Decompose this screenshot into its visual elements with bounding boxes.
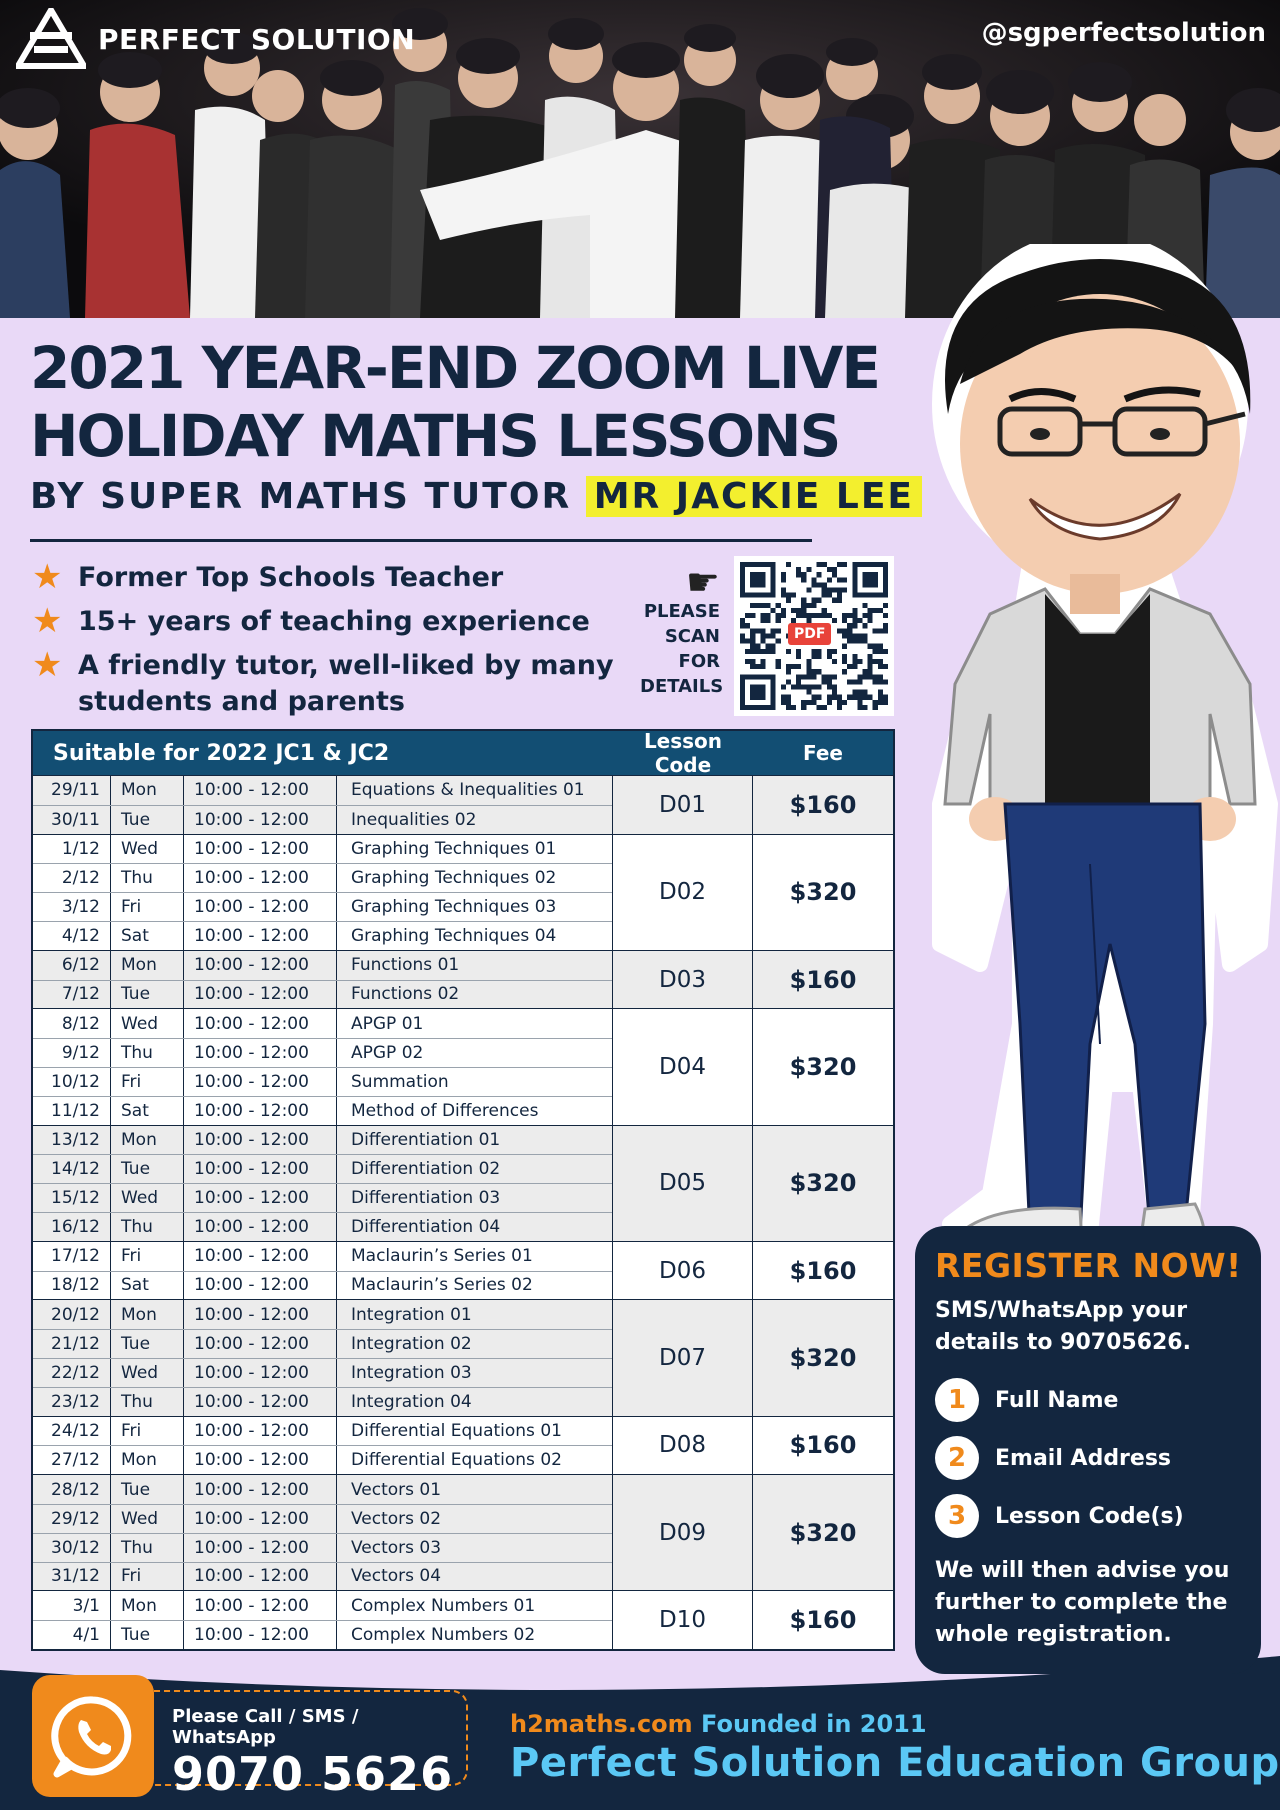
whatsapp-icon bbox=[51, 1694, 135, 1778]
lesson-day: Tue bbox=[111, 1621, 184, 1649]
lesson-day: Mon bbox=[111, 951, 184, 980]
star-icon: ★ bbox=[32, 645, 63, 685]
lesson-day: Tue bbox=[111, 1330, 184, 1358]
lesson-date: 3/12 bbox=[33, 893, 111, 921]
lesson-time: 10:00 - 12:00 bbox=[184, 1068, 337, 1096]
lesson-day: Sat bbox=[111, 922, 184, 950]
register-title: REGISTER NOW! bbox=[935, 1246, 1242, 1285]
star-icon: ★ bbox=[32, 557, 63, 597]
lesson-day: Thu bbox=[111, 1388, 184, 1416]
lesson-topic: Functions 01 bbox=[351, 955, 460, 976]
lesson-time: 10:00 - 12:00 bbox=[184, 1097, 337, 1125]
lesson-topic: Integration 04 bbox=[351, 1391, 472, 1412]
table-row bbox=[33, 1417, 612, 1446]
feature-item bbox=[32, 601, 632, 641]
lesson-day: Tue bbox=[111, 1155, 184, 1183]
qr-code[interactable] bbox=[734, 556, 894, 716]
lesson-day: Fri bbox=[111, 1242, 184, 1271]
table-row bbox=[33, 980, 612, 1009]
tutor-caricature bbox=[910, 244, 1280, 1234]
table-row bbox=[33, 1009, 612, 1038]
subtitle bbox=[30, 476, 915, 517]
table-row bbox=[33, 1300, 612, 1329]
scan-line: FOR bbox=[678, 651, 720, 672]
lesson-rows bbox=[33, 1009, 613, 1124]
lesson-time: 10:00 - 12:00 bbox=[184, 776, 337, 805]
lesson-group bbox=[33, 834, 893, 950]
lesson-day: Fri bbox=[111, 1417, 184, 1446]
lesson-fee: $160 bbox=[789, 1606, 857, 1635]
lesson-date: 4/1 bbox=[33, 1621, 111, 1649]
lesson-fee: $160 bbox=[789, 965, 857, 994]
phone-number: 9070 5626 bbox=[172, 1747, 454, 1801]
table-row bbox=[33, 1620, 612, 1649]
lesson-topic: Method of Differences bbox=[351, 1100, 539, 1121]
feature-text: Former Top Schools Teacher bbox=[78, 562, 504, 593]
lesson-fee: $320 bbox=[789, 1518, 857, 1547]
lesson-day: Wed bbox=[111, 1505, 184, 1533]
lesson-time: 10:00 - 12:00 bbox=[184, 1330, 337, 1358]
lesson-date: 20/12 bbox=[33, 1300, 111, 1329]
header-lesson-code: Lesson Code bbox=[643, 729, 723, 777]
lesson-date: 14/12 bbox=[33, 1155, 111, 1183]
table-row bbox=[33, 1154, 612, 1183]
lesson-topic: Maclaurin’s Series 02 bbox=[351, 1275, 533, 1296]
lesson-topic: Graphing Techniques 04 bbox=[351, 925, 557, 946]
lesson-time: 10:00 - 12:00 bbox=[184, 1591, 337, 1620]
step-number: 2 bbox=[935, 1436, 979, 1480]
lesson-rows bbox=[33, 1417, 613, 1475]
lesson-topic: Graphing Techniques 03 bbox=[351, 897, 557, 918]
lesson-code: D07 bbox=[613, 1300, 753, 1415]
lesson-time: 10:00 - 12:00 bbox=[184, 1009, 337, 1038]
lesson-time: 10:00 - 12:00 bbox=[184, 951, 337, 980]
lesson-time: 10:00 - 12:00 bbox=[184, 1621, 337, 1649]
lesson-group bbox=[33, 1299, 893, 1415]
register-intro: SMS/WhatsApp your details to 90705626. bbox=[935, 1298, 1191, 1355]
lesson-topic: Integration 03 bbox=[351, 1362, 472, 1383]
lesson-topic: Differentiation 04 bbox=[351, 1216, 501, 1237]
table-row bbox=[33, 1271, 612, 1300]
step-number: 3 bbox=[935, 1494, 979, 1538]
lesson-day: Thu bbox=[111, 1213, 184, 1241]
lesson-group bbox=[33, 950, 893, 1009]
company-name: Perfect Solution Education Group bbox=[510, 1740, 1280, 1786]
lesson-topic: Summation bbox=[351, 1071, 449, 1092]
schedule-table bbox=[31, 729, 895, 1651]
lesson-code: D01 bbox=[613, 776, 753, 834]
lesson-day: Tue bbox=[111, 1475, 184, 1504]
lesson-fee: $160 bbox=[789, 1256, 857, 1285]
lesson-fee: $160 bbox=[789, 790, 857, 819]
table-row bbox=[33, 805, 612, 834]
call-label: Please Call / SMS / WhatsApp bbox=[172, 1706, 359, 1748]
title-line-2: HOLIDAY MATHS LESSONS bbox=[30, 402, 840, 470]
lesson-topic: Graphing Techniques 01 bbox=[351, 838, 557, 859]
feature-list bbox=[32, 557, 632, 728]
lesson-time: 10:00 - 12:00 bbox=[184, 1300, 337, 1329]
lesson-day: Mon bbox=[111, 776, 184, 805]
whatsapp-button[interactable] bbox=[32, 1675, 154, 1797]
lesson-date: 8/12 bbox=[33, 1009, 111, 1038]
lesson-time: 10:00 - 12:00 bbox=[184, 1242, 337, 1271]
lesson-date: 24/12 bbox=[33, 1417, 111, 1446]
lesson-time: 10:00 - 12:00 bbox=[184, 806, 337, 834]
lesson-code: D03 bbox=[613, 951, 753, 1009]
lesson-time: 10:00 - 12:00 bbox=[184, 1388, 337, 1416]
lesson-fee: $320 bbox=[789, 1169, 857, 1198]
website-link[interactable]: h2maths.com bbox=[510, 1710, 693, 1738]
lesson-group bbox=[33, 1241, 893, 1300]
lesson-time: 10:00 - 12:00 bbox=[184, 1505, 337, 1533]
table-row bbox=[33, 1242, 612, 1271]
lesson-fee: $320 bbox=[789, 878, 857, 907]
brand bbox=[16, 8, 415, 70]
lesson-time: 10:00 - 12:00 bbox=[184, 1213, 337, 1241]
lesson-time: 10:00 - 12:00 bbox=[184, 981, 337, 1009]
table-row bbox=[33, 776, 612, 805]
lesson-day: Wed bbox=[111, 1359, 184, 1387]
table-row bbox=[33, 1067, 612, 1096]
lesson-date: 15/12 bbox=[33, 1184, 111, 1212]
lesson-date: 30/12 bbox=[33, 1534, 111, 1562]
lesson-day: Mon bbox=[111, 1126, 184, 1155]
lesson-code: D05 bbox=[613, 1126, 753, 1241]
step-label: Lesson Code(s) bbox=[995, 1503, 1184, 1529]
register-step bbox=[935, 1429, 1241, 1487]
founded-text: Founded in 2011 bbox=[701, 1710, 927, 1738]
lesson-day: Wed bbox=[111, 835, 184, 864]
lesson-topic: APGP 01 bbox=[351, 1013, 424, 1034]
pointing-hand-icon: ☛ bbox=[685, 560, 720, 604]
lesson-topic: Differential Equations 01 bbox=[351, 1420, 562, 1441]
social-handle: @sgperfectsolution bbox=[981, 18, 1266, 48]
table-row bbox=[33, 863, 612, 892]
lesson-time: 10:00 - 12:00 bbox=[184, 1563, 337, 1591]
lesson-date: 22/12 bbox=[33, 1359, 111, 1387]
register-step bbox=[935, 1371, 1241, 1429]
logo-icon bbox=[16, 8, 86, 70]
scan-line: SCAN bbox=[664, 626, 720, 647]
scan-line: DETAILS bbox=[640, 676, 724, 697]
lesson-topic: Complex Numbers 01 bbox=[351, 1595, 536, 1616]
subtitle-prefix: BY SUPER MATHS TUTOR bbox=[30, 476, 572, 517]
lesson-day: Tue bbox=[111, 981, 184, 1009]
lesson-time: 10:00 - 12:00 bbox=[184, 1446, 337, 1474]
lesson-day: Wed bbox=[111, 1009, 184, 1038]
feature-text: A friendly tutor, well-liked by many students and parents bbox=[78, 650, 614, 717]
lesson-time: 10:00 - 12:00 bbox=[184, 1039, 337, 1067]
table-row bbox=[33, 1533, 612, 1562]
lesson-date: 21/12 bbox=[33, 1330, 111, 1358]
lesson-code: D08 bbox=[613, 1417, 753, 1475]
table-row bbox=[33, 951, 612, 980]
lesson-rows bbox=[33, 1475, 613, 1590]
lesson-topic: Integration 01 bbox=[351, 1304, 472, 1325]
lesson-rows bbox=[33, 1242, 613, 1300]
lesson-rows bbox=[33, 1126, 613, 1241]
table-row bbox=[33, 1183, 612, 1212]
lesson-day: Thu bbox=[111, 864, 184, 892]
table-row bbox=[33, 1212, 612, 1241]
footer-company bbox=[510, 1710, 1280, 1788]
lesson-day: Thu bbox=[111, 1534, 184, 1562]
call-box[interactable] bbox=[154, 1690, 468, 1801]
pdf-tag: PDF bbox=[788, 623, 831, 645]
lesson-group bbox=[33, 775, 893, 834]
lesson-day: Tue bbox=[111, 806, 184, 834]
lesson-time: 10:00 - 12:00 bbox=[184, 1155, 337, 1183]
table-row bbox=[33, 1126, 612, 1155]
lesson-code: D09 bbox=[613, 1475, 753, 1590]
table-row bbox=[33, 1038, 612, 1067]
register-panel bbox=[915, 1226, 1261, 1674]
step-label: Email Address bbox=[995, 1445, 1172, 1471]
lesson-topic: Differentiation 01 bbox=[351, 1129, 501, 1150]
table-row bbox=[33, 1475, 612, 1504]
table-row bbox=[33, 835, 612, 864]
lesson-rows bbox=[33, 835, 613, 950]
star-icon: ★ bbox=[32, 601, 63, 641]
brand-name: PERFECT SOLUTION bbox=[98, 22, 416, 56]
lesson-date: 4/12 bbox=[33, 922, 111, 950]
title-divider bbox=[30, 539, 812, 542]
lesson-fee: $320 bbox=[789, 1343, 857, 1372]
lesson-topic: Graphing Techniques 02 bbox=[351, 868, 557, 889]
lesson-date: 31/12 bbox=[33, 1563, 111, 1591]
lesson-time: 10:00 - 12:00 bbox=[184, 922, 337, 950]
table-row bbox=[33, 1387, 612, 1416]
lesson-day: Fri bbox=[111, 1068, 184, 1096]
lesson-date: 16/12 bbox=[33, 1213, 111, 1241]
lesson-time: 10:00 - 12:00 bbox=[184, 1359, 337, 1387]
table-row bbox=[33, 1329, 612, 1358]
lesson-day: Mon bbox=[111, 1446, 184, 1474]
lesson-rows bbox=[33, 1300, 613, 1415]
lesson-code: D02 bbox=[613, 835, 753, 950]
table-row bbox=[33, 892, 612, 921]
lesson-topic: Differentiation 03 bbox=[351, 1188, 501, 1209]
table-header bbox=[33, 731, 893, 775]
lesson-time: 10:00 - 12:00 bbox=[184, 1534, 337, 1562]
lesson-group bbox=[33, 1416, 893, 1475]
lesson-day: Sat bbox=[111, 1097, 184, 1125]
lesson-topic: APGP 02 bbox=[351, 1043, 424, 1064]
lesson-time: 10:00 - 12:00 bbox=[184, 1475, 337, 1504]
feature-text: 15+ years of teaching experience bbox=[78, 606, 590, 637]
lesson-time: 10:00 - 12:00 bbox=[184, 835, 337, 864]
title-line-1: 2021 YEAR-END ZOOM LIVE bbox=[30, 334, 879, 402]
register-step bbox=[935, 1487, 1241, 1545]
lesson-date: 27/12 bbox=[33, 1446, 111, 1474]
table-row bbox=[33, 1096, 612, 1125]
register-outro: We will then advise you further to complete the whole registration. bbox=[935, 1558, 1230, 1647]
lesson-time: 10:00 - 12:00 bbox=[184, 1417, 337, 1446]
lesson-date: 1/12 bbox=[33, 835, 111, 864]
lesson-day: Mon bbox=[111, 1300, 184, 1329]
lesson-group bbox=[33, 1125, 893, 1241]
lesson-date: 23/12 bbox=[33, 1388, 111, 1416]
table-row bbox=[33, 921, 612, 950]
lesson-day: Thu bbox=[111, 1039, 184, 1067]
scan-prompt bbox=[640, 560, 724, 699]
step-number: 1 bbox=[935, 1378, 979, 1422]
lesson-day: Fri bbox=[111, 1563, 184, 1591]
lesson-date: 2/12 bbox=[33, 864, 111, 892]
lesson-date: 17/12 bbox=[33, 1242, 111, 1271]
page-title bbox=[30, 334, 915, 517]
lesson-day: Mon bbox=[111, 1591, 184, 1620]
lesson-time: 10:00 - 12:00 bbox=[184, 1126, 337, 1155]
lesson-fee: $320 bbox=[789, 1052, 857, 1081]
lesson-date: 30/11 bbox=[33, 806, 111, 834]
lesson-date: 6/12 bbox=[33, 951, 111, 980]
feature-item bbox=[32, 557, 632, 597]
lesson-topic: Equations & Inequalities 01 bbox=[351, 780, 585, 801]
lesson-date: 10/12 bbox=[33, 1068, 111, 1096]
table-row bbox=[33, 1445, 612, 1474]
lesson-group bbox=[33, 1474, 893, 1590]
lesson-time: 10:00 - 12:00 bbox=[184, 1272, 337, 1300]
lesson-day: Fri bbox=[111, 893, 184, 921]
lesson-date: 29/12 bbox=[33, 1505, 111, 1533]
footer-line bbox=[510, 1710, 1280, 1738]
table-row bbox=[33, 1591, 612, 1620]
lesson-date: 7/12 bbox=[33, 981, 111, 1009]
lesson-date: 11/12 bbox=[33, 1097, 111, 1125]
lesson-group bbox=[33, 1590, 893, 1649]
lesson-day: Wed bbox=[111, 1184, 184, 1212]
table-row bbox=[33, 1504, 612, 1533]
lesson-rows bbox=[33, 1591, 613, 1649]
register-steps bbox=[935, 1371, 1241, 1545]
lesson-topic: Vectors 01 bbox=[351, 1479, 442, 1500]
lesson-code: D04 bbox=[613, 1009, 753, 1124]
lesson-day: Sat bbox=[111, 1272, 184, 1300]
lesson-topic: Differential Equations 02 bbox=[351, 1450, 562, 1471]
lesson-rows bbox=[33, 776, 613, 834]
lesson-time: 10:00 - 12:00 bbox=[184, 864, 337, 892]
lesson-date: 13/12 bbox=[33, 1126, 111, 1155]
lesson-date: 29/11 bbox=[33, 776, 111, 805]
lesson-code: D10 bbox=[613, 1591, 753, 1649]
lesson-topic: Differentiation 02 bbox=[351, 1159, 501, 1180]
lesson-topic: Integration 02 bbox=[351, 1334, 472, 1355]
header-fee: Fee bbox=[803, 741, 843, 765]
lesson-rows bbox=[33, 951, 613, 1009]
lesson-group bbox=[33, 1008, 893, 1124]
lesson-topic: Maclaurin’s Series 01 bbox=[351, 1246, 533, 1267]
lesson-topic: Functions 02 bbox=[351, 984, 460, 1005]
lesson-date: 18/12 bbox=[33, 1272, 111, 1300]
scan-line: PLEASE bbox=[643, 601, 720, 622]
tutor-name-highlight: MR JACKIE LEE bbox=[586, 476, 922, 517]
lesson-date: 3/1 bbox=[33, 1591, 111, 1620]
lesson-topic: Vectors 03 bbox=[351, 1537, 442, 1558]
feature-item bbox=[32, 645, 632, 720]
lesson-topic: Complex Numbers 02 bbox=[351, 1625, 536, 1645]
lesson-time: 10:00 - 12:00 bbox=[184, 1184, 337, 1212]
lesson-time: 10:00 - 12:00 bbox=[184, 893, 337, 921]
lesson-fee: $160 bbox=[789, 1431, 857, 1460]
table-row bbox=[33, 1562, 612, 1591]
step-label: Full Name bbox=[995, 1387, 1119, 1413]
lesson-topic: Inequalities 02 bbox=[351, 809, 477, 830]
lesson-groups bbox=[33, 775, 893, 1649]
lesson-date: 28/12 bbox=[33, 1475, 111, 1504]
header-title: Suitable for 2022 JC1 & JC2 bbox=[53, 740, 390, 766]
lesson-date: 9/12 bbox=[33, 1039, 111, 1067]
lesson-topic: Vectors 04 bbox=[351, 1566, 442, 1587]
lesson-topic: Vectors 02 bbox=[351, 1508, 442, 1529]
table-row bbox=[33, 1358, 612, 1387]
lesson-code: D06 bbox=[613, 1242, 753, 1300]
